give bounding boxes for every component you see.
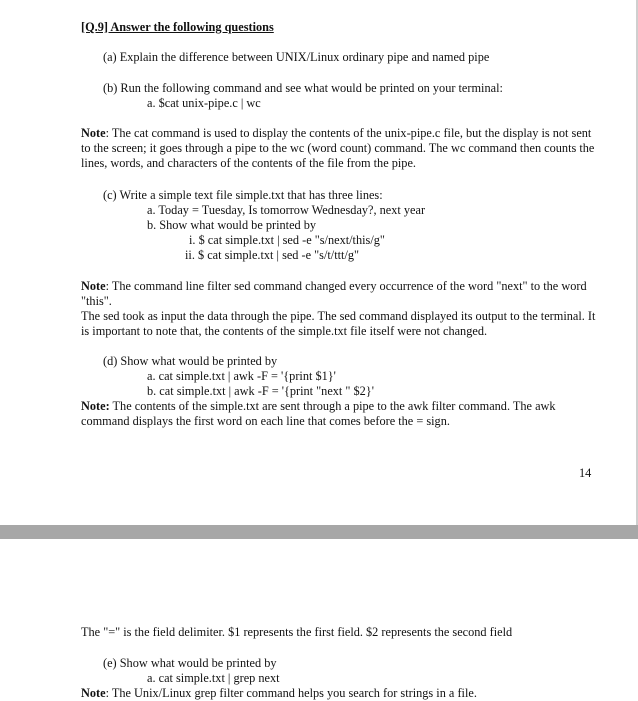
note-awk [81, 399, 601, 429]
note-grep [81, 686, 477, 701]
page-number: 14 [579, 466, 592, 480]
part-c-command-ii: ii. $ cat simple.txt | sed -e "s/t/ttt/g" [185, 248, 360, 262]
part-e-text: (e) Show what would be printed by [103, 656, 277, 670]
note-cat-wc [81, 126, 601, 171]
part-c-line-b: b. Show what would be printed by [147, 218, 317, 232]
part-d-command-b: b. cat simple.txt | awk -F = '{print "next " $2}' [147, 384, 374, 398]
note-label: Note [81, 686, 106, 700]
part-b-command: a. $cat unix-pipe.c | wc [147, 96, 261, 110]
part-d-text: (d) Show what would be printed by [103, 354, 278, 368]
note-label: Note: [81, 399, 110, 413]
part-c-line-a: a. Today = Tuesday, Is tomorrow Wednesday?, next year [147, 203, 426, 217]
note-text: : The cat command is used to display the contents of the unix-pipe.c file, but the display is not sent to the screen; it goes through a pipe to the wc (word count) command. The wc command then counts the lines, words, and characters of the contents of the file from the pipe. [81, 126, 595, 170]
delimiter-text: The "=" is the field delimiter. $1 represents the first field. $2 represents the second field [81, 625, 513, 639]
part-e-command-a: a. cat simple.txt | grep next [147, 671, 280, 685]
note-text: The contents of the simple.txt are sent through a pipe to the awk filter command. The awk command displays the first word on each line that comes before the = sign. [81, 399, 556, 428]
part-c-text: (c) Write a simple text file simple.txt that has three lines: [103, 188, 383, 202]
question-title: [Q.9] Answer the following questions [81, 20, 274, 34]
note-sed-2: The sed took as input the data through the pipe. The sed command displayed its output to the terminal. It is important to note that, the contents of the simple.txt file itself were not changed. [81, 309, 596, 338]
part-d-command-a: a. cat simple.txt | awk -F = '{print $1}' [147, 369, 336, 383]
note-label: Note [81, 279, 106, 293]
part-b-text: (b) Run the following command and see what would be printed on your terminal: [103, 81, 503, 95]
note-label: Note [81, 126, 106, 140]
part-c-command-i: i. $ cat simple.txt | sed -e "s/next/this/g" [189, 233, 385, 247]
note-sed-1 [81, 279, 601, 309]
note-text: : The Unix/Linux grep filter command helps you search for strings in a file. [105, 686, 477, 700]
page-break-divider [0, 525, 638, 539]
note-text: : The command line filter sed command changed every occurrence of the word "next" to the word "this". [81, 279, 587, 308]
part-a-text: (a) Explain the difference between UNIX/Linux ordinary pipe and named pipe [103, 50, 490, 64]
